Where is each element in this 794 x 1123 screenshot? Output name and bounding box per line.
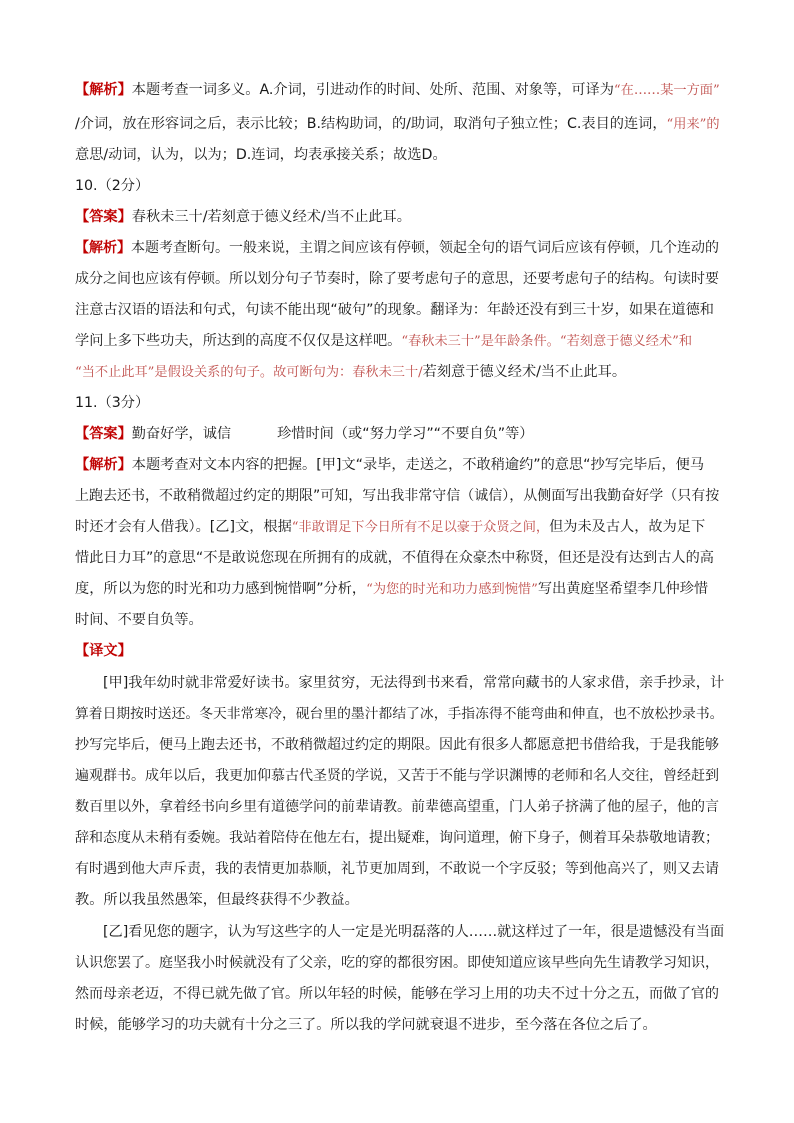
- translation-p1-line-4: 遍观群书。成年以后，我更加仰慕古代圣贤的学说，又苦于不能与学识渊博的老师和名人交往，曾经赶到: [75, 768, 719, 784]
- q10-heading: 10.（2分）: [75, 178, 150, 194]
- translation-p1-line-3: 抄写完毕后，便马上跑去还书，不敢稍微超过约定的期限。因此有很多人都愿意把书借给我，于是我能够: [75, 737, 719, 753]
- translation-p2-line-1: [乙]看见您的题字，认为写这些字的人一定是光明磊落的人……就这样过了一年，很是遗憾没有当面: [103, 924, 725, 940]
- translation-p1-line-5: 数百里以外，拿着经书向乡里有道德学问的前辈请教。前辈德高望重，门人弟子挤满了他的屋子，他的言: [75, 799, 719, 815]
- q11-analysis-line-2: 上跑去还书，不敢稍微超过约定的期限”可知，写出我非常守信（诚信），从侧面写出我勤奋好学（只有按: [75, 488, 720, 504]
- q10-analysis-line-1: 【解析】本题考查断句。一般来说，主谓之间应该有停顿，领起全句的语气词后应该有停顿，几个连动的: [75, 240, 719, 256]
- q10-analysis-line-4: 学问上多下些功夫，所达到的高度不仅仅是这样吧。“春秋未三十”是年龄条件。“若刻意于德义经术”和: [75, 333, 693, 349]
- analysis-tag: 【解析】: [75, 240, 131, 256]
- q11-analysis-line-4: 惜此日力耳”的意思“不是敢说您现在所拥有的成就，不值得在众豪杰中称贤，但还是没有达到古人的高: [75, 550, 714, 566]
- q9-analysis-line-1: 【解析】本题考查一词多义。A.介词，引进动作的时间、处所、范围、对象等，可译为“在……某一方面”: [75, 82, 720, 98]
- q10-analysis-line-3: 注意古汉语的语法和句式，句读不能出现“破句”的现象。翻译为：年龄还没有到三十岁，如果在道德和: [75, 302, 714, 318]
- translation-p2-line-3: 然而母亲老迈，不得已就先做了官。所以年轻的时候，能够在学习上用的功夫不过十分之五，而做了官的: [75, 986, 719, 1002]
- q9-analysis-line-2: /介词，放在形容词之后，表示比较；B.结构助词，的/助词，取消句子独立性；C.表目的连词，“用来”的: [75, 116, 720, 132]
- q10-answer: 【答案】春秋未三十/若刻意于德义经术/当不止此耳。: [75, 209, 411, 225]
- analysis-tag: 【解析】: [75, 82, 132, 98]
- translation-p1-line-6: 辞和态度从未稍有委婉。我站着陪侍在他左右，提出疑难，询问道理，俯下身子，侧着耳朵恭敬地请教；: [75, 830, 719, 846]
- q9-analysis-line-3: 意思/动词，认为，以为；D.连词，均表承接关系；故选D。: [75, 147, 447, 163]
- translation-p1-line-2: 算着日期按时送还。冬天非常寒冷，砚台里的墨汁都结了冰，手指冻得不能弯曲和伸直，也不放松抄录书。: [75, 706, 724, 722]
- translation-p1-line-1: [甲]我年幼时就非常爱好读书。家里贫穷，无法得到书来看，常常向藏书的人家求借，亲手抄录，计: [103, 675, 725, 691]
- q11-analysis-line-5: 度，所以为您的时光和功力感到惋惜啊”分析，“为您的时光和功力感到惋惜”写出黄庭坚希望李几仲珍惜: [75, 581, 709, 597]
- answer-tag: 【答案】: [75, 426, 132, 442]
- q11-answer: 【答案】勤奋好学，诚信 珍惜时间（或“努力学习”“不要自负”等）: [75, 426, 534, 442]
- translation-tag: 【译文】: [75, 643, 132, 659]
- analysis-tag: 【解析】: [75, 457, 132, 473]
- q11-analysis-line-1: 【解析】本题考查对文本内容的把握。[甲]文“录毕，走送之，不敢稍逾约”的意思“抄写完毕后，便马: [75, 457, 705, 473]
- translation-p1-line-8: 教。所以我虽然愚笨，但最终获得不少教益。: [75, 892, 359, 908]
- translation-p2-line-4: 时候，能够学习的功夫就有十分之三了。所以我的学问就衰退不进步，至今落在各位之后了。: [75, 1017, 657, 1033]
- answer-tag: 【答案】: [75, 209, 132, 225]
- q11-analysis-line-3: 时还才会有人借我）。[乙]文，根据“非敢谓足下今日所有不足以豪于众贤之间，但为未及古人，故为足下: [75, 519, 706, 535]
- translation-p2-line-2: 认识您罢了。庭坚我小时候就没有了父亲，吃的穿的都很穷困。即使知道应该早些向先生请教学习知识，: [75, 955, 719, 971]
- translation-p1-line-7: 有时遇到他大声斥责，我的表情更加恭顺，礼节更加周到，不敢说一个字反驳；等到他高兴了，则又去请: [75, 861, 719, 877]
- q10-analysis-line-2: 成分之间也应该有停顿。所以划分句子节奏时，除了要考虑句子的意思，还要考虑句子的结构。句读时要: [75, 271, 719, 287]
- q10-analysis-line-5: “当不止此耳”是假设关系的句子。故可断句为：春秋未三十/若刻意于德义经术/当不止此耳。: [75, 364, 627, 380]
- q11-analysis-line-6: 时间、不要自负等。: [75, 612, 203, 628]
- q11-heading: 11.（3分）: [75, 395, 150, 411]
